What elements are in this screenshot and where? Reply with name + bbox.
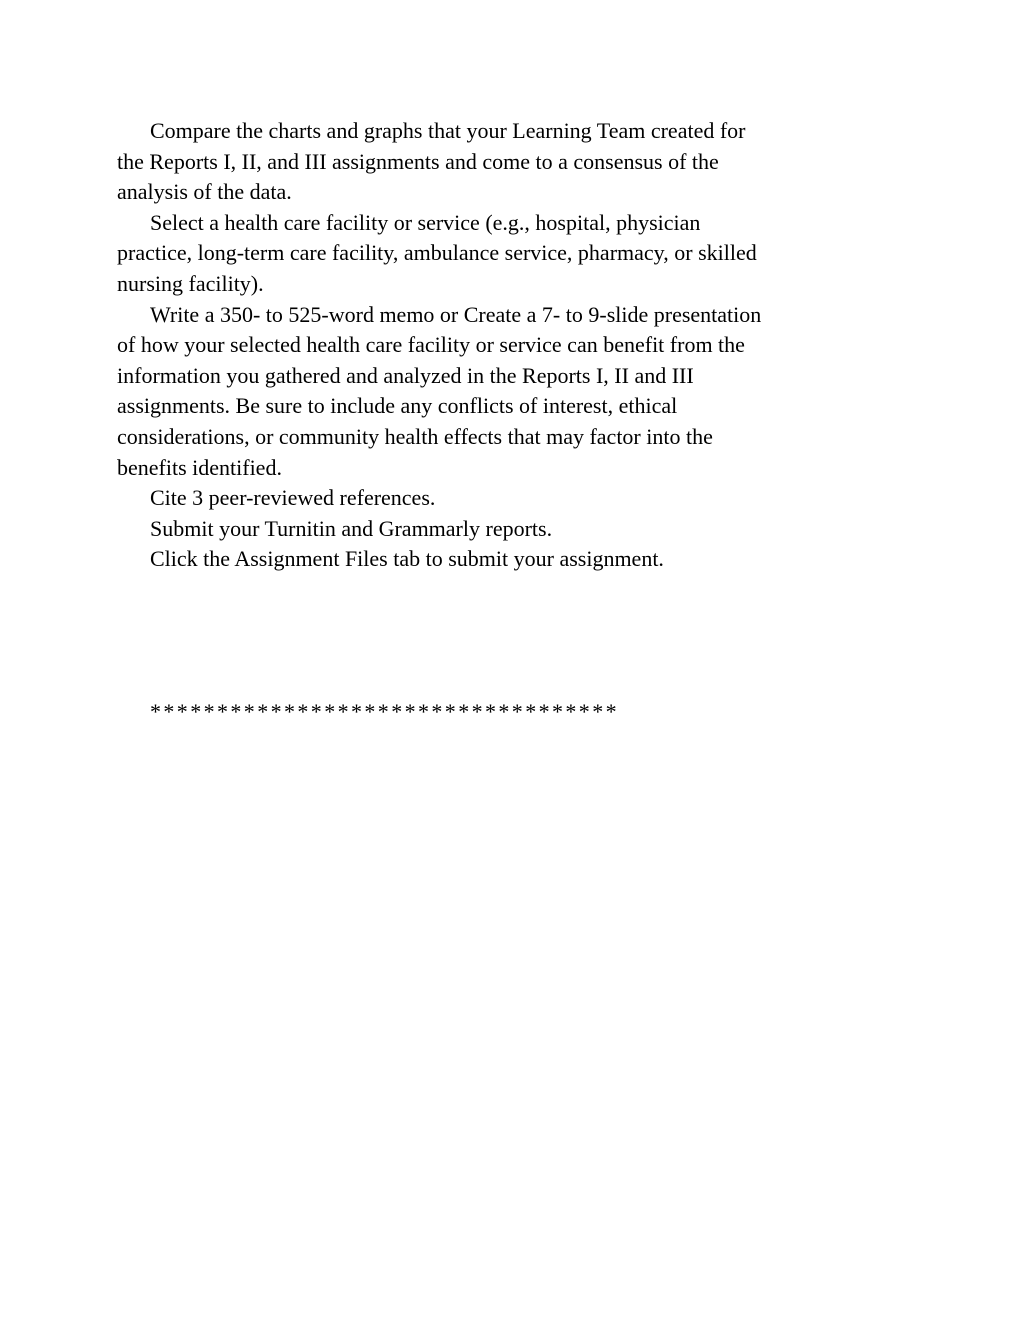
text-line: assignments. Be sure to include any conflicts of interest, ethical <box>117 393 678 419</box>
text-line: the Reports I, II, and III assignments and come to a consensus of the <box>117 148 719 174</box>
text-line: nursing facility). <box>117 270 264 296</box>
text-line: Write a 350- to 525-word memo or Create a 7- to 9-slide presentation <box>150 301 762 327</box>
text-line: Compare the charts and graphs that your Learning Team created for <box>150 118 746 143</box>
text-line: considerations, or community health effects that may factor into the <box>117 423 713 449</box>
text-line: Click the Assignment Files tab to submit your assignment. <box>150 546 664 572</box>
separator-asterisks: *********************************** <box>150 698 619 724</box>
text-line: benefits identified. <box>117 454 282 480</box>
text-line: Submit your Turnitin and Grammarly reports. <box>150 515 553 541</box>
text-line: of how your selected health care facility or service can benefit from the <box>117 332 745 358</box>
text-line: analysis of the data. <box>117 179 292 205</box>
assignment-instructions <box>117 116 957 728</box>
text-line: information you gathered and analyzed in the Reports I, II and III <box>117 362 694 388</box>
text-line: practice, long-term care facility, ambulance service, pharmacy, or skilled <box>117 240 757 266</box>
text-line: Select a health care facility or service (e.g., hospital, physician <box>150 209 701 235</box>
text-line: Cite 3 peer-reviewed references. <box>150 485 436 511</box>
